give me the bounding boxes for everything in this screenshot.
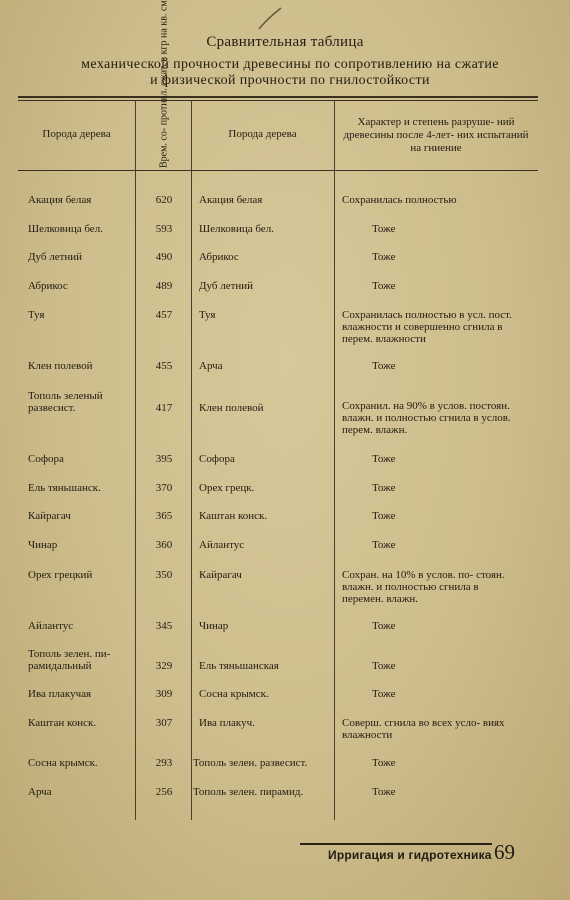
cell-species-a: Тополь зеленый развесист.	[28, 390, 103, 414]
cell-strength-value: 307	[155, 717, 173, 729]
cell-species-b: Орех грецк.	[199, 482, 255, 494]
cell-species-b: Чинар	[199, 620, 229, 632]
cell-species-a: Айлантус	[28, 620, 74, 632]
cell-strength-value: 370	[155, 482, 173, 494]
cell-species-b: Кайрагач	[199, 569, 242, 581]
cell-species-a: Арча	[28, 786, 52, 798]
cell-strength-value: 457	[155, 309, 173, 321]
cell-strength-value: 329	[155, 660, 173, 672]
cell-strength-value: 455	[155, 360, 173, 372]
cell-species-b: Абрикос	[199, 251, 239, 263]
cell-species-a: Каштан конск.	[28, 717, 97, 729]
cell-species-a: Дуб летний	[28, 251, 83, 263]
table-title: Сравнительная таблица	[206, 34, 364, 50]
header-strength-text: Врем. со- противл. сжат. в кгр на кв. см	[158, 0, 170, 168]
cell-species-b: Софора	[199, 453, 235, 465]
cell-decay-result: Тоже	[372, 280, 396, 292]
cell-species-b: Дуб летний	[199, 280, 254, 292]
cell-decay-result: Тоже	[372, 539, 396, 551]
cell-species-b: Арча	[199, 360, 223, 372]
cell-decay-result: Сохранилась полностью в усл. пост. влажности и совершенно сгнила в перем. влажности	[342, 309, 512, 345]
cell-decay-result: Сохран. на 10% в услов. по- стоян. влажн. и полностью сгнила в перемен. влажн.	[342, 569, 505, 605]
cell-strength-value: 395	[155, 453, 173, 465]
cell-species-a: Абрикос	[28, 280, 68, 292]
cell-species-b: Сосна крымск.	[199, 688, 269, 700]
pen-stroke-mark	[255, 5, 285, 33]
cell-decay-result: Соверш. сгнила во всех усло- виях влажности	[342, 717, 505, 741]
cell-decay-result: Тоже	[372, 757, 396, 769]
cell-species-b: Ива плакуч.	[199, 717, 255, 729]
cell-species-a: Туя	[28, 309, 45, 321]
cell-strength-value: 309	[155, 688, 173, 700]
cell-decay-result: Тоже	[372, 510, 396, 522]
subtitle-line-2: и физической прочности по гнилостойкости	[150, 73, 430, 88]
cell-decay-result: Тоже	[372, 620, 396, 632]
cell-strength-value: 345	[155, 620, 173, 632]
header-species-a: Порода дерева	[42, 128, 111, 140]
cell-species-b: Каштан конск.	[199, 510, 268, 522]
cell-strength-value: 350	[155, 569, 173, 581]
header-bottom-rule	[18, 170, 538, 171]
cell-decay-result: Тоже	[372, 482, 396, 494]
cell-strength-value: 365	[155, 510, 173, 522]
header-species-b: Порода дерева	[228, 128, 297, 140]
cell-species-a: Софора	[28, 453, 64, 465]
cell-decay-result: Тоже	[372, 251, 396, 263]
cell-strength-value: 417	[155, 402, 173, 414]
cell-species-b: Клен полевой	[199, 402, 264, 414]
cell-species-b: Туя	[199, 309, 216, 321]
cell-species-a: Сосна крымск.	[28, 757, 98, 769]
cell-strength-value: 593	[155, 223, 173, 235]
cell-species-a: Шелковица бел.	[28, 223, 103, 235]
cell-strength-value: 620	[155, 194, 173, 206]
cell-strength-value: 489	[155, 280, 173, 292]
cell-decay-result: Сохранилась полностью	[342, 194, 457, 206]
cell-species-a: Ель тяньшанск.	[28, 482, 101, 494]
cell-strength-value: 256	[155, 786, 173, 798]
column-divider-2	[191, 100, 192, 820]
cell-decay-result: Тоже	[372, 360, 396, 372]
cell-species-a: Акация белая	[28, 194, 92, 206]
table-top-rule-thin	[18, 100, 538, 101]
cell-species-a: Кайрагач	[28, 510, 71, 522]
cell-strength-value: 490	[155, 251, 173, 263]
cell-decay-result: Тоже	[372, 786, 396, 798]
page-number: 69	[494, 840, 515, 864]
header-strength	[137, 0, 191, 168]
cell-species-b: Айлантус	[199, 539, 245, 551]
cell-species-b: Ель тяньшанская	[199, 660, 279, 672]
cell-decay-result: Тоже	[372, 688, 396, 700]
cell-species-b: Тополь зелен. развесист.	[193, 757, 308, 769]
cell-decay-result: Тоже	[372, 223, 396, 235]
cell-species-b: Акация белая	[199, 194, 263, 206]
table-top-rule	[18, 96, 538, 98]
cell-decay-result: Тоже	[372, 453, 396, 465]
cell-species-a: Ива плакучая	[28, 688, 92, 700]
header-decay-result: Характер и степень разруше- ний древесины после 4-лет- них испытаний на гниение	[343, 116, 529, 154]
footer-rule	[300, 843, 492, 845]
cell-species-a: Тополь зелен. пи- рамидальный	[28, 648, 111, 672]
table-subtitle	[30, 57, 550, 89]
cell-strength-value: 360	[155, 539, 173, 551]
cell-species-a: Чинар	[28, 539, 58, 551]
cell-decay-result: Тоже	[372, 660, 396, 672]
cell-species-b: Тополь зелен. пирамид.	[193, 786, 304, 798]
column-divider-3	[334, 100, 335, 820]
cell-strength-value: 293	[155, 757, 173, 769]
cell-species-b: Шелковица бел.	[199, 223, 274, 235]
cell-species-a: Клен полевой	[28, 360, 93, 372]
column-divider-1	[135, 100, 136, 820]
cell-decay-result: Сохранил. на 90% в услов. постоян. влажн. и полностью сгнила в услов. перем. влажн.	[342, 400, 511, 436]
cell-species-a: Орех грецкий	[28, 569, 93, 581]
subtitle-line-1: механической прочности древесины по сопротивлению на сжатие	[81, 57, 499, 72]
journal-name: Ирригация и гидротехника	[328, 848, 492, 862]
